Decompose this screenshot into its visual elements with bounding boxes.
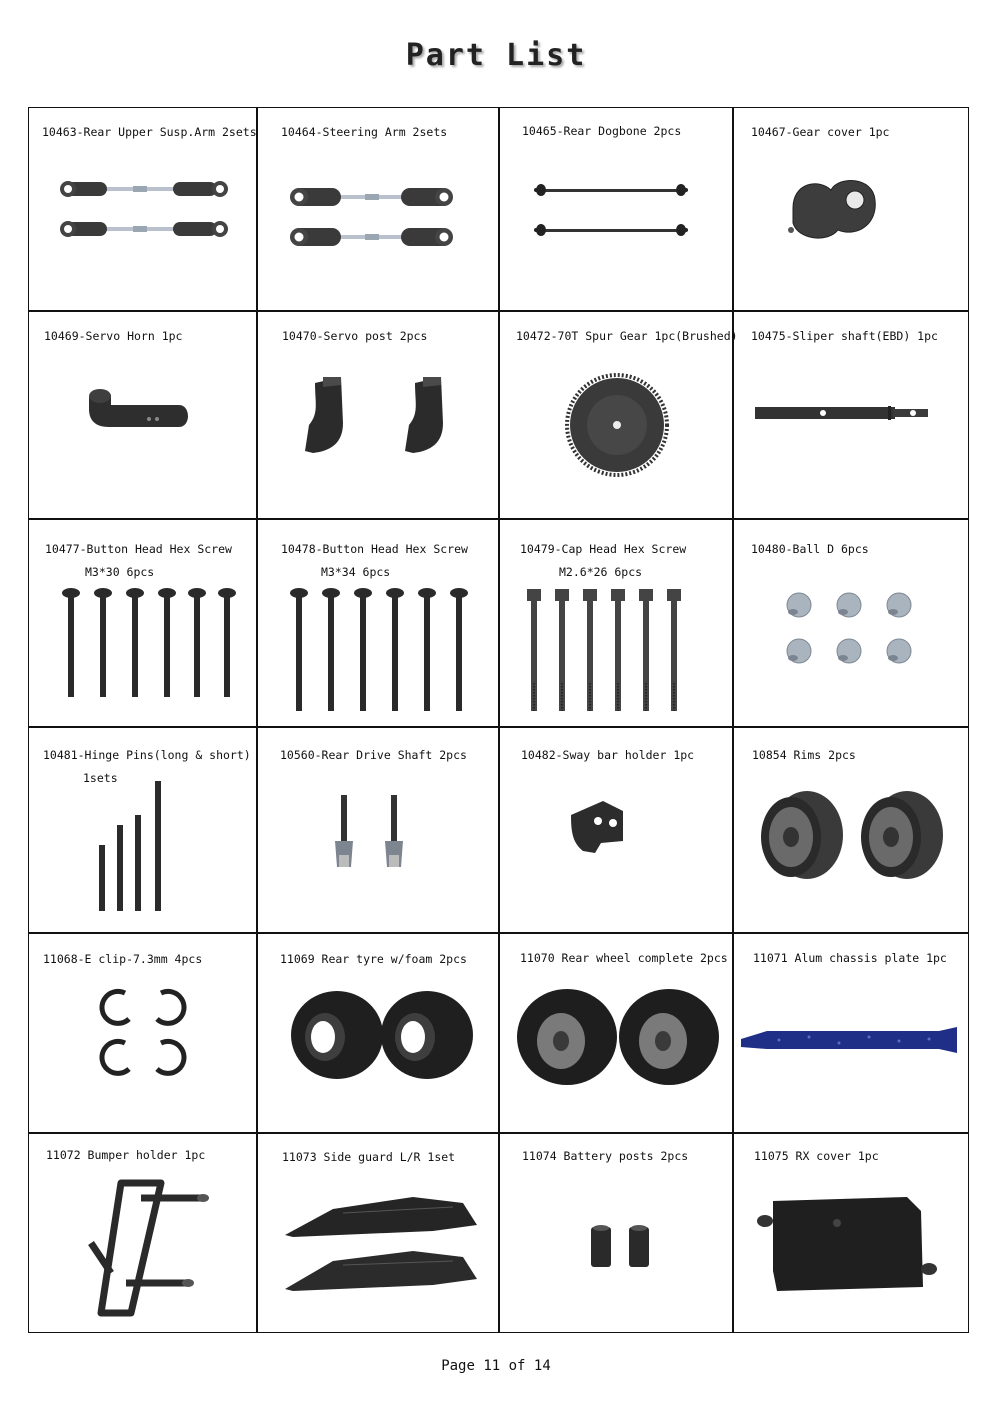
part-cell: [499, 727, 733, 933]
part-label: 10472-70T Spur Gear 1pc(Brushed): [516, 329, 738, 343]
rim-icon: [747, 785, 947, 885]
part-label: 11075 RX cover 1pc: [754, 1149, 879, 1163]
part-label: 10854 Rims 2pcs: [752, 748, 856, 762]
part-cell: [499, 311, 738, 519]
part-cell: [29, 519, 257, 727]
page-title: Part List: [405, 38, 587, 73]
part-cell: [499, 108, 733, 311]
part-cell: [257, 1133, 499, 1333]
hinge-pin-icon: [95, 779, 175, 913]
part-cell: [499, 519, 733, 727]
part-label: 11074 Battery posts 2pcs: [522, 1149, 689, 1163]
part-label: 10560-Rear Drive Shaft 2pcs: [280, 748, 467, 762]
part-cell: [257, 519, 499, 727]
part-cell: [29, 933, 257, 1133]
part-cell: [733, 933, 969, 1133]
part-cell: [733, 727, 969, 933]
shaft-icon: [753, 401, 933, 425]
part-cell: [733, 519, 969, 727]
part-label: 11069 Rear tyre w/foam 2pcs: [280, 952, 467, 966]
turnbuckle-icon: [55, 176, 235, 246]
page-number: Page 11 of 14: [441, 1358, 551, 1374]
chassis-plate-icon: [739, 1025, 959, 1059]
dogbone-icon: [533, 180, 689, 240]
part-cell: [257, 108, 499, 311]
cap-screw-icon: [523, 587, 703, 715]
part-cell: [29, 727, 257, 933]
part-label: 10482-Sway bar holder 1pc: [521, 748, 695, 762]
part-label: 10481-Hinge Pins(long & short): [43, 748, 251, 762]
part-label: 11072 Bumper holder 1pc: [46, 1148, 206, 1162]
part-label: 11073 Side guard L/R 1set: [282, 1150, 456, 1164]
rx-cover-icon: [757, 1191, 937, 1299]
part-label-secondary: M2.6*26 6pcs: [559, 565, 643, 579]
part-cell: [499, 933, 733, 1133]
wheel-icon: [515, 989, 721, 1089]
e-clip-icon: [95, 983, 191, 1083]
tyre-icon: [281, 989, 477, 1085]
part-cell: [29, 311, 257, 519]
part-label: 10470-Servo post 2pcs: [282, 329, 428, 343]
part-label: 10477-Button Head Hex Screw: [45, 542, 232, 556]
part-label: 10465-Rear Dogbone 2pcs: [522, 124, 682, 138]
part-list-grid: [28, 107, 969, 1333]
part-cell: [29, 1133, 257, 1333]
part-label: 11071 Alum chassis plate 1pc: [753, 951, 947, 965]
part-label: 10478-Button Head Hex Screw: [281, 542, 468, 556]
drive-shaft-icon: [329, 793, 425, 883]
part-label: 10463-Rear Upper Susp.Arm 2sets: [42, 125, 257, 139]
part-label: 10475-Sliper shaft(EBD) 1pc: [751, 329, 938, 343]
part-label: 10480-Ball D 6pcs: [751, 542, 869, 556]
part-label: 10464-Steering Arm 2sets: [281, 125, 448, 139]
part-cell: [29, 108, 257, 311]
part-label: 10467-Gear cover 1pc: [751, 125, 890, 139]
part-label-secondary: M3*30 6pcs: [85, 565, 155, 579]
part-cell: [257, 727, 499, 933]
part-cell: [257, 311, 499, 519]
part-cell: [733, 311, 969, 519]
bumper-holder-icon: [71, 1173, 221, 1323]
part-cell: [733, 108, 969, 311]
part-cell: [499, 1133, 733, 1333]
screw-icon: [59, 585, 239, 701]
sway-bar-holder-icon: [563, 793, 643, 873]
part-label-secondary: 1sets: [83, 771, 118, 785]
part-cell: [257, 933, 499, 1133]
part-label: 10469-Servo Horn 1pc: [44, 329, 183, 343]
servo-post-icon: [301, 373, 451, 463]
screw-icon: [287, 585, 473, 715]
part-label: 11070 Rear wheel complete 2pcs: [520, 951, 728, 965]
servo-horn-icon: [79, 379, 199, 439]
part-label: 11068-E clip-7.3mm 4pcs: [43, 952, 203, 966]
ball-icon: [781, 585, 921, 675]
part-label-secondary: M3*34 6pcs: [321, 565, 391, 579]
turnbuckle-icon: [287, 184, 457, 254]
part-label: 10479-Cap Head Hex Screw: [520, 542, 687, 556]
part-cell: [733, 1133, 969, 1333]
battery-post-icon: [587, 1221, 657, 1271]
gear-cover-icon: [783, 168, 883, 248]
spur-gear-icon: [565, 373, 669, 477]
side-guard-icon: [283, 1189, 479, 1293]
